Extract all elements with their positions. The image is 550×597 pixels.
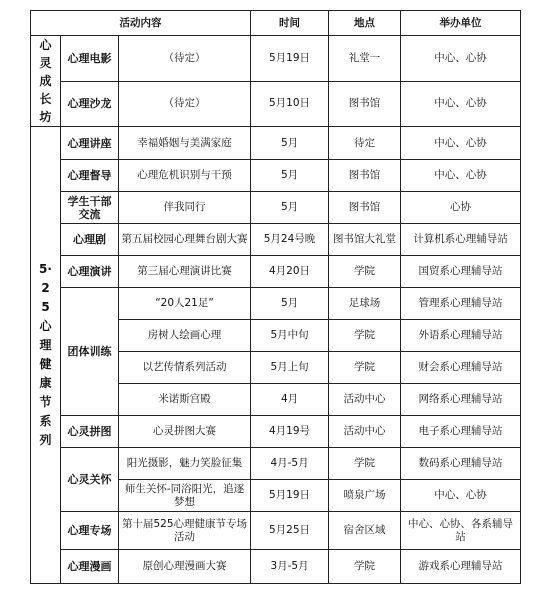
table-row — [31, 224, 521, 256]
row-name: 第十届525心理健康节专场活动 — [119, 512, 251, 550]
row-category: 团体训练 — [61, 288, 119, 416]
row-place: 宿舍区域 — [329, 512, 401, 550]
row-name: （待定） — [119, 36, 251, 82]
row-place: 学院 — [329, 448, 401, 480]
table-row — [31, 416, 521, 448]
table-row — [31, 448, 521, 480]
row-name: 原创心理漫画大赛 — [119, 550, 251, 584]
row-time: 4月20日 — [251, 256, 329, 288]
row-time: 5月中旬 — [251, 320, 329, 352]
row-place: 图书馆 — [329, 192, 401, 224]
row-name: 幸福婚姻与美满家庭 — [119, 127, 251, 160]
table-row — [31, 36, 521, 82]
row-organizer: 中心、心协 — [401, 127, 521, 160]
row-time: 5月24号晚 — [251, 224, 329, 256]
row-place: 图书馆 — [329, 81, 401, 127]
row-organizer: 管理系心理辅导站 — [401, 288, 521, 320]
table-row — [31, 512, 521, 550]
header-place: 地点 — [329, 11, 401, 36]
table-row — [31, 288, 521, 320]
table-row — [31, 81, 521, 127]
row-place: 活动中心 — [329, 416, 401, 448]
row-category: 心灵拼图 — [61, 416, 119, 448]
row-organizer: 网络系心理辅导站 — [401, 384, 521, 416]
row-place: 喷泉广场 — [329, 480, 401, 512]
row-time: 5月19日 — [251, 36, 329, 82]
row-time: 5月25日 — [251, 512, 329, 550]
row-category: 心理剧 — [61, 224, 119, 256]
row-organizer: 财会系心理辅导站 — [401, 352, 521, 384]
row-time: 5月 — [251, 127, 329, 160]
header-time: 时间 — [251, 11, 329, 36]
row-place: 活动中心 — [329, 384, 401, 416]
table-row — [31, 550, 521, 584]
row-organizer: 外语系心理辅导站 — [401, 320, 521, 352]
row-time: 5月 — [251, 160, 329, 192]
row-time: 4月 — [251, 384, 329, 416]
row-name: 第三届心理演讲比赛 — [119, 256, 251, 288]
row-category: 心灵关怀 — [61, 448, 119, 512]
row-category: 心理讲座 — [61, 127, 119, 160]
row-organizer: 中心、心协 — [401, 480, 521, 512]
row-category: 心理专场 — [61, 512, 119, 550]
row-category: 心理督导 — [61, 160, 119, 192]
table-header-row — [31, 11, 521, 36]
row-category: 学生干部交流 — [61, 192, 119, 224]
row-time: 5月10日 — [251, 81, 329, 127]
row-category: 心理沙龙 — [61, 81, 119, 127]
row-name: “20人21足” — [119, 288, 251, 320]
activity-schedule-sheet — [30, 10, 520, 584]
table-row — [31, 127, 521, 160]
row-place: 图书馆 — [329, 160, 401, 192]
row-organizer: 中心、心协、各系辅导站 — [401, 512, 521, 550]
row-place: 学院 — [329, 320, 401, 352]
row-place: 足球场 — [329, 288, 401, 320]
row-place: 待定 — [329, 127, 401, 160]
header-content: 活动内容 — [31, 11, 251, 36]
table-row — [31, 160, 521, 192]
row-organizer: 中心、心协 — [401, 160, 521, 192]
section-label-festival: 5·25心理健康节系列 — [31, 127, 61, 584]
row-place: 礼堂一 — [329, 36, 401, 82]
row-name: 以艺传情系列活动 — [119, 352, 251, 384]
row-name: 心理危机识别与干预 — [119, 160, 251, 192]
row-name: 米诺斯宫殿 — [119, 384, 251, 416]
row-category: 心理电影 — [61, 36, 119, 82]
row-time: 3月-5月 — [251, 550, 329, 584]
row-name: 心灵拼图大赛 — [119, 416, 251, 448]
row-time: 5月19日 — [251, 480, 329, 512]
row-organizer: 心协 — [401, 192, 521, 224]
row-organizer: 电子系心理辅导站 — [401, 416, 521, 448]
table-row — [31, 256, 521, 288]
row-organizer: 计算机系心理辅导站 — [401, 224, 521, 256]
row-name: 阳光摄影，魅力笑脸征集 — [119, 448, 251, 480]
row-place: 图书馆大礼堂 — [329, 224, 401, 256]
row-place: 学院 — [329, 550, 401, 584]
row-time: 4月19号 — [251, 416, 329, 448]
row-name: 房树人绘画心理 — [119, 320, 251, 352]
row-time: 5月上旬 — [251, 352, 329, 384]
table-row — [31, 192, 521, 224]
header-organizer: 举办单位 — [401, 11, 521, 36]
row-place: 学院 — [329, 352, 401, 384]
row-organizer: 中心、心协 — [401, 36, 521, 82]
row-name: 师生关怀-同浴阳光，追逐梦想 — [119, 480, 251, 512]
row-organizer: 中心、心协 — [401, 81, 521, 127]
row-name: （待定） — [119, 81, 251, 127]
activity-table — [30, 10, 521, 584]
row-time: 5月 — [251, 288, 329, 320]
row-name: 伴我同行 — [119, 192, 251, 224]
row-category: 心理漫画 — [61, 550, 119, 584]
row-organizer: 国贸系心理辅导站 — [401, 256, 521, 288]
row-organizer: 游戏系心理辅导站 — [401, 550, 521, 584]
row-place: 学院 — [329, 256, 401, 288]
row-category: 心理演讲 — [61, 256, 119, 288]
section-label-growth: 心灵成长坊 — [31, 36, 61, 127]
row-time: 5月 — [251, 192, 329, 224]
row-name: 第五届校园心理舞台剧大赛 — [119, 224, 251, 256]
row-organizer: 数码系心理辅导站 — [401, 448, 521, 480]
row-time: 4月-5月 — [251, 448, 329, 480]
